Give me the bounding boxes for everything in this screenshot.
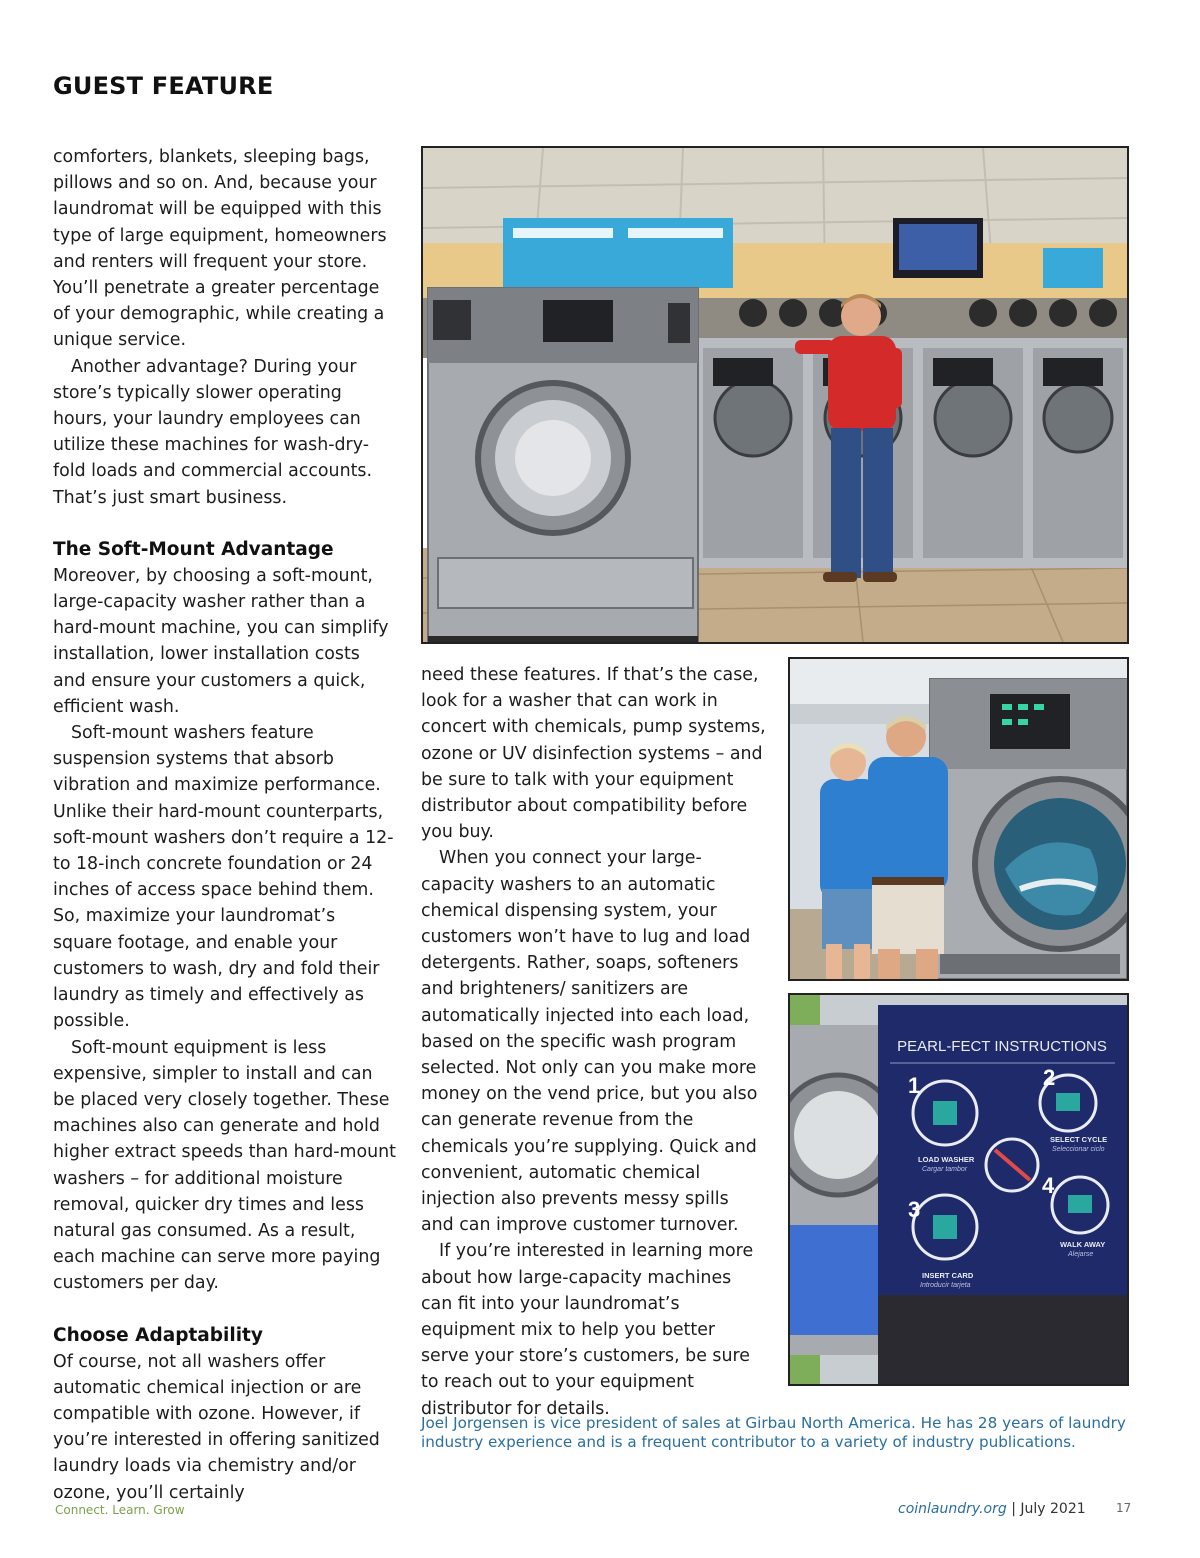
- subheading: Choose Adaptability: [53, 1324, 263, 1346]
- paragraph: Soft-mount washers feature suspension systems that absorb vibration and maximize performance. Unlike their hard-mount counterparts, soft-mount washers don’t require a 12- to 18-inch concrete foundation or 24 inches of access space behind them. So, maximize your laundromat’s square footage, and enable your customers to wash, dry and fold their laundry as timely and effectively as possible.: [53, 723, 394, 1032]
- subheading: The Soft-Mount Advantage: [53, 538, 334, 560]
- author-bio: Joel Jorgensen is vice president of sales at Girbau North America. He has 28 years of laundry industry experience and is a frequent contributor to a variety of industry publications.: [421, 1414, 1126, 1451]
- footer-site-link[interactable]: coinlaundry.org: [898, 1501, 1007, 1517]
- paragraph: need these features. If that’s the case, look for a washer that can work in concert with chemicals, pump systems, ozone or UV disinfection systems – and be sure to talk with your equipment distributor about compatibility before you buy.: [421, 665, 766, 843]
- paragraph: comforters, blankets, sleeping bags, pillows and so on. And, because your laundromat will be equipped with this type of large equipment, homeowners and renters will frequent your store. You’ll penetrate a greater percentage of your demographic, while creating a unique service.: [53, 147, 387, 351]
- paragraph-gap: [53, 1297, 398, 1323]
- section-label: GUEST FEATURE: [53, 72, 274, 100]
- paragraph: When you connect your large-capacity washers to an automatic chemical dispensing system, your customers won’t have to lug and load detergents. Rather, soaps, softeners and brighteners/ sanitizers are automatically injected into each load, based on the specific wash program selected. Not only can you make more money on the vend price, but you also can generate revenue from the chemicals you’re supplying. Quick and convenient, automatic chemical injection also prevents messy spills and can improve customer turnover.: [421, 848, 758, 1236]
- step-number: 2: [1043, 1065, 1056, 1090]
- step-sublabel: Introducir tarjeta: [920, 1282, 971, 1289]
- article-column-left: [53, 144, 398, 1506]
- paragraph: Moreover, by choosing a soft-mount, large-capacity washer rather than a hard-mount machine, you can simplify installation, lower installation costs and ensure your customers a quick, efficient wash.: [53, 565, 389, 717]
- step-number: 3: [908, 1197, 921, 1222]
- paragraph-gap: [53, 511, 398, 537]
- photo-couple-washer: [788, 657, 1129, 981]
- step-label: LOAD WASHER: [918, 1155, 975, 1164]
- paragraph: Of course, not all washers offer automatic chemical injection or are compatible with ozone. However, if you’re interested in offering sanitized laundry loads via chemistry and/or ozone, you’ll certainly: [53, 1351, 380, 1503]
- step-label: WALK AWAY: [1060, 1240, 1106, 1249]
- step-sublabel: Cargar tambor: [922, 1166, 968, 1173]
- paragraph: Another advantage? During your store’s typically slower operating hours, your laundry employees can utilize these machines for wash-dry-fold loads and commercial accounts. That’s just smart business.: [53, 356, 372, 508]
- step-sublabel: Alejarse: [1068, 1251, 1094, 1258]
- page-number: 17: [1116, 1501, 1132, 1515]
- step-sublabel: Seleccionar ciclo: [1052, 1146, 1105, 1153]
- panel-title: PEARL-FECT INSTRUCTIONS: [897, 1038, 1107, 1055]
- footer-tagline: Connect. Learn. Grow: [55, 1503, 185, 1517]
- photo-laundromat-washers: [421, 146, 1129, 644]
- step-number: 1: [908, 1073, 921, 1098]
- paragraph: Soft-mount equipment is less expensive, simpler to install and can be placed very closely together. These machines also can generate and hold higher extract speeds than hard-mount washers – for additional moisture removal, quicker dry times and less natural gas consumed. As a result, each machine can serve more paying customers per day.: [53, 1037, 396, 1294]
- footer-issue-info: [898, 1501, 1086, 1517]
- paragraph: If you’re interested in learning more about how large-capacity machines can fit into your laundromat’s equipment mix to help you better serve your store’s customers, be sure to reach out to your equipment distributor for details.: [421, 1241, 754, 1419]
- footer-issue-date: July 2021: [1020, 1501, 1086, 1517]
- article-column-middle: [421, 662, 766, 1422]
- step-label: SELECT CYCLE: [1050, 1135, 1108, 1144]
- step-number: 4: [1042, 1173, 1055, 1198]
- step-label: INSERT CARD: [922, 1271, 974, 1280]
- photo-pearlfect-instructions: [788, 993, 1129, 1386]
- footer-separator: |: [1011, 1501, 1016, 1517]
